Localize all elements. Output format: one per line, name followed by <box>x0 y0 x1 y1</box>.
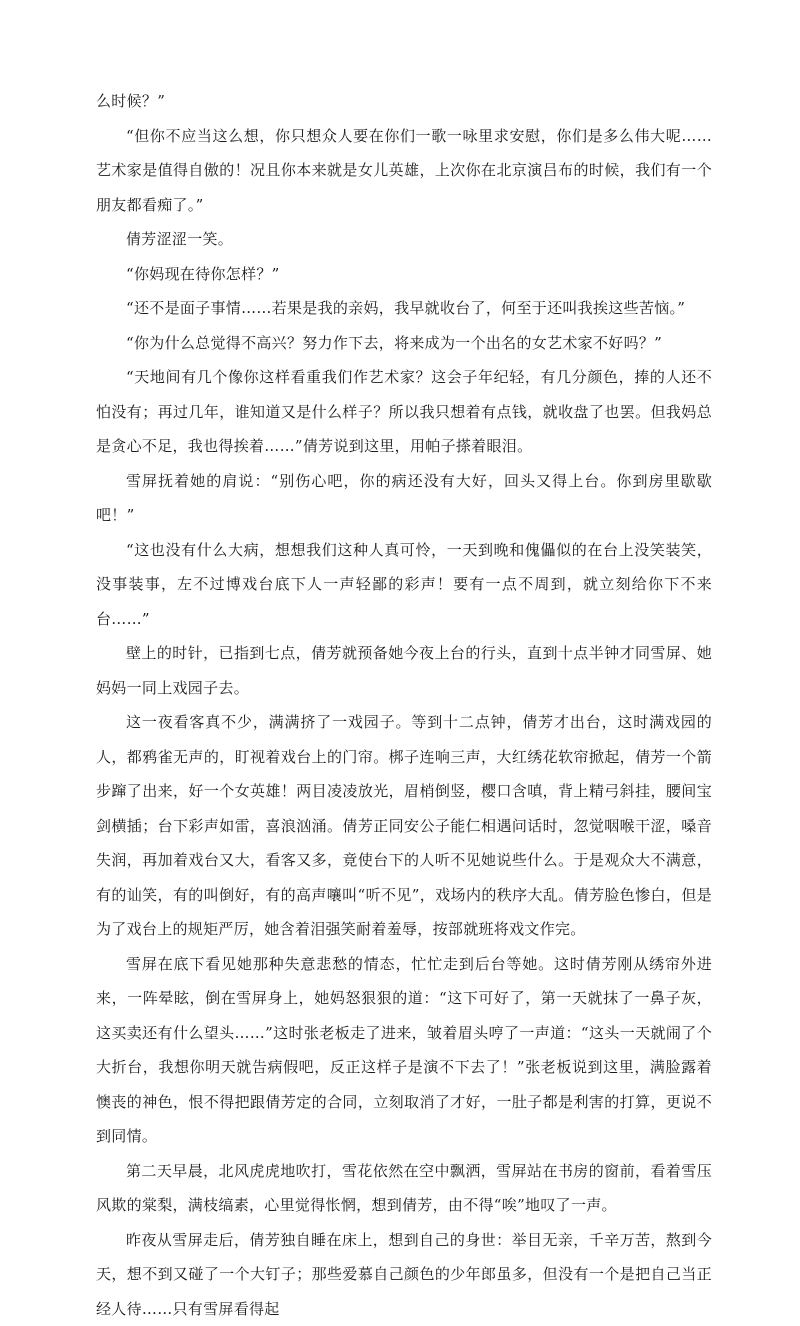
paragraph-12: 雪屏在底下看见她那种失意悲愁的情态，忙忙走到后台等她。这时倩芳刚从绣帘外进来，一阵晕眩，倒在雪屏身上，她妈怒狠狠的道：“这下可好了，第一天就抹了一鼻子灰，这买卖还有什么望头……”这时张老板走了进来，皱着眉头哼了一声道：“这头一天就闹了个大折台，我想你明天就告病假吧，反正这样子是演不下去了！”张老板说到这里，满脸露着懊丧的神色，恨不得把跟倩芳定的合同，立刻取消了才好，一肚子都是利害的打算，更说不到同情。 <box>96 947 712 1154</box>
paragraph-2: “但你不应当这么想，你只想众人要在你们一歌一咏里求安慰，你们是多么伟大呢……艺术家是值得自傲的！况且你本来就是女儿英雄，上次你在北京演吕布的时候，我们有一个朋友都看痴了。” <box>96 119 712 223</box>
document-page <box>96 84 712 1326</box>
paragraph-10: 壁上的时针，已指到七点，倩芳就预备她今夜上台的行头，直到十点半钟才同雪屏、她妈妈一同上戏园子去。 <box>96 636 712 705</box>
paragraph-14: 昨夜从雪屏走后，倩芳独自睡在床上，想到自己的身世：举目无亲，千辛万苦，熬到今天，想不到又碰了一个大钉子；那些爱慕自己颜色的少年郎虽多，但没有一个是把自己当正经人待……只有雪屏看得起 <box>96 1223 712 1326</box>
paragraph-13: 第二天早晨，北风虎虎地吹打，雪花依然在空中飘洒，雪屏站在书房的窗前，看着雪压风欺的棠梨，满枝缟素，心里觉得怅惘，想到倩芳，由不得“唉”地叹了一声。 <box>96 1154 712 1223</box>
paragraph-9: “这也没有什么大病，想想我们这种人真可怜，一天到晚和傀儡似的在台上没笑装笑，没事装事，左不过博戏台底下人一声轻鄙的彩声！要有一点不周到，就立刻给你下不来台……” <box>96 533 712 637</box>
paragraph-4: “你妈现在待你怎样？” <box>96 257 712 292</box>
paragraph-8: 雪屏抚着她的肩说：“别伤心吧，你的病还没有大好，回头又得上台。你到房里歇歇吧！” <box>96 464 712 533</box>
paragraph-3: 倩芳涩涩一笑。 <box>96 222 712 257</box>
paragraph-11: 这一夜看客真不少，满满挤了一戏园子。等到十二点钟，倩芳才出台，这时满戏园的人，都鸦雀无声的，盯视着戏台上的门帘。梆子连响三声，大红绣花软帘掀起，倩芳一个箭步蹿了出来，好一个女英雄！两目凌凌放光，眉梢倒竖，樱口含嗔，背上精弓斜挂，腰间宝剑横插；台下彩声如雷，喜浪汹涌。倩芳正同安公子能仁相遇问话时，忽觉咽喉干涩，嗓音失润，再加着戏台又大，看客又多，竟使台下的人听不见她说些什么。于是观众大不满意，有的讪笑，有的叫倒好，有的高声嚷叫“听不见”，戏场内的秩序大乱。倩芳脸色惨白，但是为了戏台上的规矩严厉，她含着泪强笑耐着羞辱，按部就班将戏文作完。 <box>96 705 712 947</box>
paragraph-5: “还不是面子事情……若果是我的亲妈，我早就收台了，何至于还叫我挨这些苦恼。” <box>96 291 712 326</box>
paragraph-7: “天地间有几个像你这样看重我们作艺术家？这会子年纪轻，有几分颜色，捧的人还不怕没有；再过几年，谁知道又是什么样子？所以我只想着有点钱，就收盘了也罢。但我妈总是贪心不足，我也得挨着……”倩芳说到这里，用帕子搽着眼泪。 <box>96 360 712 464</box>
paragraph-6: “你为什么总觉得不高兴？努力作下去，将来成为一个出名的女艺术家不好吗？” <box>96 326 712 361</box>
paragraph-1: 么时候？” <box>96 84 712 119</box>
